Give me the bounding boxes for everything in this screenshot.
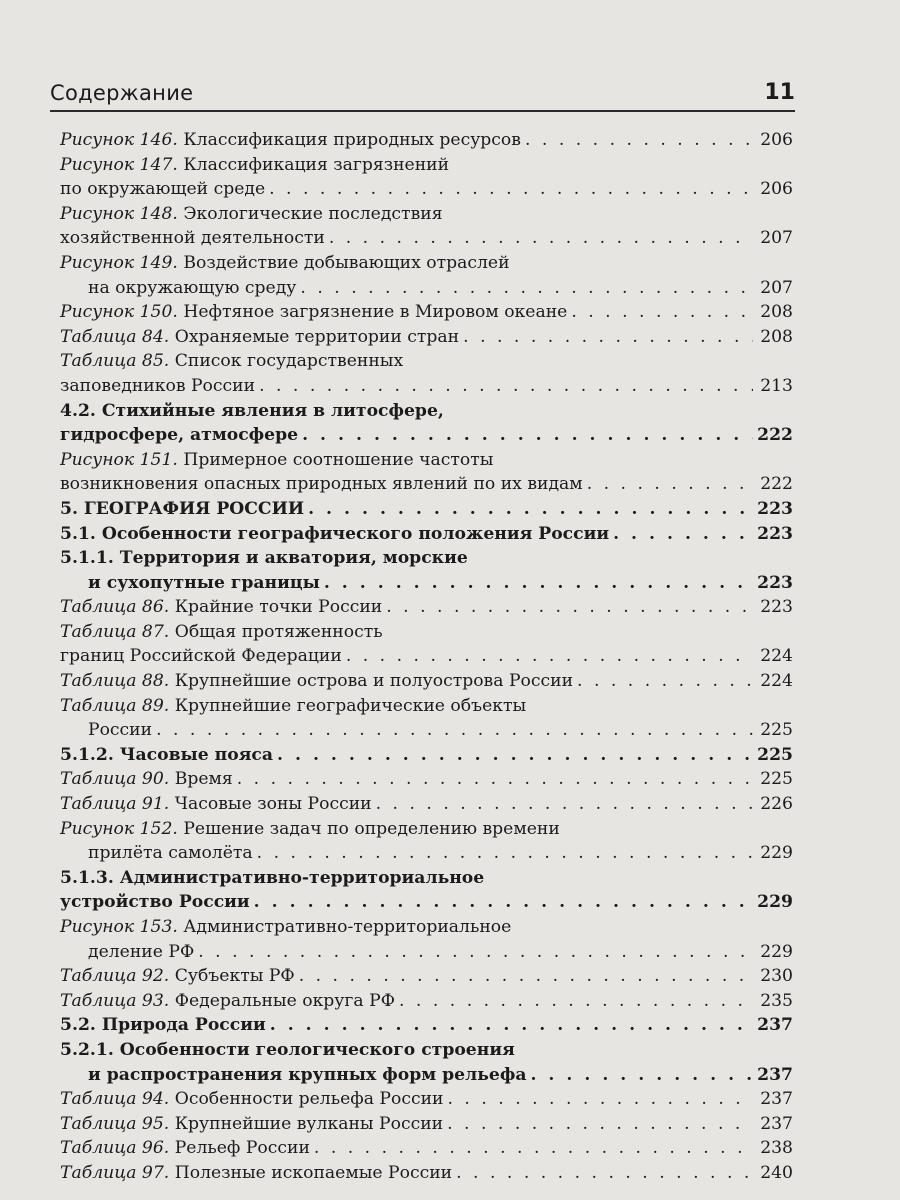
dot-leader xyxy=(395,989,753,1014)
toc-entry xyxy=(60,792,793,817)
dot-leader xyxy=(583,472,753,497)
toc-entry xyxy=(60,841,793,866)
toc-entry xyxy=(60,1087,793,1112)
toc-entry-text xyxy=(60,522,609,547)
dot-leader xyxy=(310,1136,753,1161)
toc-entry xyxy=(60,989,793,1014)
toc-entry-label: Рисунок 148. xyxy=(60,203,178,224)
toc-entry xyxy=(60,694,793,719)
toc-entry-text xyxy=(60,448,493,473)
toc-entry-text xyxy=(60,251,510,276)
toc-entry-title: Список государственных xyxy=(169,351,404,372)
toc-page-number: 207 xyxy=(760,277,793,298)
toc-entry-title: устройство России xyxy=(60,892,250,913)
dot-leader xyxy=(265,177,753,202)
toc-entry-label: Таблица 92. xyxy=(60,966,170,987)
toc-page-number: 235 xyxy=(760,990,793,1011)
toc-entry-text xyxy=(60,349,403,374)
toc-entry-title: Классификация природных ресурсов xyxy=(177,130,521,150)
toc-entry xyxy=(60,374,793,399)
toc-entry-text xyxy=(88,718,152,743)
toc-page-number: 226 xyxy=(760,794,793,815)
toc-entry-text xyxy=(60,694,526,719)
toc-entry xyxy=(60,1063,793,1088)
toc-entry-title: границ Российской Федерации xyxy=(60,646,342,667)
toc-entry-title: Примерное соотношение частоты xyxy=(177,449,494,470)
dot-leader xyxy=(152,718,753,743)
toc-entry-title: 5. ГЕОГРАФИЯ РОССИИ xyxy=(60,498,305,519)
toc-entry-text xyxy=(60,792,372,817)
toc-page-number: 206 xyxy=(760,179,793,200)
toc-entry-title: 5.1.1. Территория и акватория, морские xyxy=(60,548,468,569)
toc-entry-text xyxy=(88,841,253,866)
toc-entry-text xyxy=(60,325,459,350)
toc-entry xyxy=(60,522,793,547)
dot-leader xyxy=(452,1161,753,1186)
toc-entry-title: Крупнейшие вулканы России xyxy=(169,1113,444,1134)
toc-page-number: 206 xyxy=(760,130,793,150)
toc-entry-label: Таблица 89. xyxy=(60,695,170,716)
toc-entry xyxy=(60,276,793,301)
toc-entry-text xyxy=(60,497,304,522)
toc-entry-title: гидросфере, атмосфере xyxy=(60,425,299,446)
toc-entry-title: России xyxy=(88,720,153,741)
toc-entry-title: Рельеф России xyxy=(169,1138,310,1159)
table-of-contents xyxy=(60,128,793,1186)
toc-entry-text xyxy=(60,915,511,940)
running-title: Содержание xyxy=(50,81,194,105)
toc-entry-title: возникновения опасных природных явлений по их видам xyxy=(60,474,583,495)
toc-entry xyxy=(60,251,793,276)
toc-entry-text xyxy=(60,374,255,399)
toc-entry-title: Экологические последствия xyxy=(177,203,443,224)
dot-leader xyxy=(298,423,753,448)
dot-leader xyxy=(194,940,753,965)
toc-entry-title: хозяйственной деятельности xyxy=(60,228,325,249)
toc-page-number: 222 xyxy=(760,474,793,495)
toc-entry-text xyxy=(88,1063,526,1088)
toc-entry-title: Воздействие добывающих отраслей xyxy=(177,252,510,273)
page-number: 11 xyxy=(764,80,795,105)
toc-entry-label: Таблица 90. xyxy=(60,769,170,790)
toc-entry-title: деление РФ xyxy=(88,941,195,962)
toc-page-number: 225 xyxy=(760,769,793,790)
toc-entry-text xyxy=(88,276,296,301)
toc-page-number: 238 xyxy=(760,1138,793,1159)
toc-page-number: 208 xyxy=(760,302,793,323)
toc-entry-text xyxy=(60,177,265,202)
toc-entry xyxy=(60,546,793,571)
toc-entry xyxy=(60,718,793,743)
toc-entry-text xyxy=(60,1087,444,1112)
toc-entry xyxy=(60,497,793,522)
toc-entry-label: Рисунок 151. xyxy=(60,449,178,470)
toc-entry xyxy=(60,1038,793,1063)
toc-entry-title: 5.2.1. Особенности геологического строения xyxy=(60,1039,515,1060)
toc-entry-title: Крайние точки России xyxy=(169,597,383,618)
toc-entry-text xyxy=(60,226,325,251)
toc-entry-text xyxy=(88,940,194,965)
toc-page-number: 240 xyxy=(760,1162,793,1183)
toc-entry xyxy=(60,1112,793,1137)
toc-entry-title: Часовые зоны России xyxy=(169,794,372,815)
toc-page-number: 229 xyxy=(757,892,793,913)
toc-entry xyxy=(60,177,793,202)
toc-entry-title: Время xyxy=(169,769,233,790)
toc-entry-title: Субъекты РФ xyxy=(169,966,295,987)
toc-page-number: 229 xyxy=(760,843,793,864)
toc-entry-text xyxy=(60,423,298,448)
toc-entry-label: Таблица 96. xyxy=(60,1138,170,1159)
toc-entry xyxy=(60,644,793,669)
dot-leader xyxy=(320,571,753,596)
toc-entry-text xyxy=(60,1112,443,1137)
toc-entry-title: Федеральные округа РФ xyxy=(169,990,395,1011)
toc-entry-label: Таблица 88. xyxy=(60,671,170,692)
toc-entry xyxy=(60,399,793,424)
toc-entry-label: Таблица 87. xyxy=(60,621,170,642)
dot-leader xyxy=(255,374,753,399)
toc-entry-label: Таблица 91. xyxy=(60,794,170,815)
toc-entry-label: Рисунок 146. xyxy=(60,130,178,150)
toc-entry-text xyxy=(60,1136,310,1161)
toc-page-number: 213 xyxy=(760,375,793,396)
toc-entry-text xyxy=(60,300,567,325)
toc-page-number: 237 xyxy=(757,1015,793,1036)
toc-entry xyxy=(60,890,793,915)
toc-page-number: 222 xyxy=(757,425,793,446)
dot-leader xyxy=(372,792,753,817)
toc-entry xyxy=(60,349,793,374)
toc-entry-label: Рисунок 153. xyxy=(60,917,178,937)
running-header xyxy=(50,74,795,112)
toc-entry xyxy=(60,964,793,989)
toc-entry-title: Административно-территориальное xyxy=(177,917,512,937)
toc-entry-text xyxy=(60,1038,515,1063)
toc-entry xyxy=(60,1161,793,1186)
toc-entry xyxy=(60,743,793,768)
toc-entry-title: Классификация загрязнений xyxy=(177,154,450,175)
toc-page-number: 237 xyxy=(760,1089,793,1110)
toc-entry xyxy=(60,866,793,891)
toc-entry xyxy=(60,669,793,694)
toc-entry-title: Крупнейшие острова и полуострова России xyxy=(169,671,574,692)
toc-entry xyxy=(60,767,793,792)
toc-entry-label: Таблица 97. xyxy=(60,1162,170,1183)
toc-entry xyxy=(60,915,793,940)
toc-page-number: 237 xyxy=(760,1113,793,1134)
dot-leader xyxy=(250,890,753,915)
toc-entry xyxy=(60,423,793,448)
toc-entry-label: Таблица 94. xyxy=(60,1089,170,1110)
toc-entry-title: Решение задач по определению времени xyxy=(177,818,560,839)
toc-entry-title: 4.2. Стихийные явления в литосфере, xyxy=(60,400,444,421)
toc-entry-text xyxy=(60,153,449,178)
toc-entry xyxy=(60,571,793,596)
toc-entry-label: Рисунок 147. xyxy=(60,154,178,175)
dot-leader xyxy=(266,1013,753,1038)
toc-entry-text xyxy=(60,767,233,792)
toc-entry-text xyxy=(60,620,383,645)
toc-page-number: 207 xyxy=(760,228,793,249)
toc-entry xyxy=(60,325,793,350)
toc-page-number: 229 xyxy=(760,941,793,962)
toc-entry-text xyxy=(60,399,444,424)
toc-entry-title: 5.2. Природа России xyxy=(60,1015,266,1036)
toc-entry xyxy=(60,448,793,473)
toc-entry-text xyxy=(60,202,443,227)
toc-page-number: 224 xyxy=(760,646,793,667)
dot-leader xyxy=(273,743,753,768)
toc-entry-title: Общая протяженность xyxy=(169,621,383,642)
toc-entry-text xyxy=(60,1013,266,1038)
toc-entry-text xyxy=(60,989,395,1014)
toc-entry-title: Охраняемые территории стран xyxy=(169,326,460,347)
toc-entry xyxy=(60,153,793,178)
toc-entry-label: Таблица 85. xyxy=(60,351,170,372)
dot-leader xyxy=(304,497,753,522)
toc-entry xyxy=(60,595,793,620)
dot-leader xyxy=(382,595,753,620)
toc-page-number: 225 xyxy=(757,744,793,765)
dot-leader xyxy=(521,128,753,153)
dot-leader xyxy=(526,1063,753,1088)
dot-leader xyxy=(325,226,753,251)
toc-entry-title: Полезные ископаемые России xyxy=(169,1162,453,1183)
dot-leader xyxy=(295,964,753,989)
dot-leader xyxy=(443,1112,753,1137)
toc-entry xyxy=(60,620,793,645)
toc-entry-text xyxy=(60,595,382,620)
toc-entry-text xyxy=(60,817,560,842)
dot-leader xyxy=(609,522,753,547)
toc-entry-title: 5.1.3. Административно-территориальное xyxy=(60,867,485,888)
toc-entry-label: Рисунок 150. xyxy=(60,302,178,323)
toc-entry xyxy=(60,1136,793,1161)
toc-entry-text xyxy=(60,1161,452,1186)
toc-entry-label: Таблица 93. xyxy=(60,990,170,1011)
toc-entry-title: Нефтяное загрязнение в Мировом океане xyxy=(177,302,568,323)
toc-page-number: 223 xyxy=(760,597,793,618)
toc-entry-title: заповедников России xyxy=(60,375,256,396)
toc-entry xyxy=(60,472,793,497)
toc-entry xyxy=(60,226,793,251)
toc-page-number: 225 xyxy=(760,720,793,741)
dot-leader xyxy=(233,767,753,792)
toc-entry-text xyxy=(60,546,468,571)
toc-entry-text xyxy=(60,866,484,891)
toc-entry-title: 5.1. Особенности географического положения России xyxy=(60,523,610,544)
dot-leader xyxy=(444,1087,754,1112)
toc-entry-label: Рисунок 149. xyxy=(60,252,178,273)
toc-entry-text xyxy=(60,644,342,669)
toc-entry xyxy=(60,1013,793,1038)
toc-entry-title: Крупнейшие географические объекты xyxy=(169,695,527,716)
toc-entry-text xyxy=(60,743,273,768)
dot-leader xyxy=(573,669,753,694)
toc-entry-text xyxy=(60,669,573,694)
toc-page-number: 224 xyxy=(760,671,793,692)
toc-entry-text xyxy=(60,472,583,497)
dot-leader xyxy=(296,276,753,301)
toc-entry-title: и сухопутные границы xyxy=(88,572,320,593)
toc-entry xyxy=(60,300,793,325)
toc-entry-title: прилёта самолёта xyxy=(88,843,253,864)
toc-entry-label: Таблица 84. xyxy=(60,326,170,347)
dot-leader xyxy=(567,300,753,325)
toc-entry-title: 5.1.2. Часовые пояса xyxy=(60,744,274,765)
toc-page-number: 223 xyxy=(757,523,793,544)
toc-entry-title: на окружающую среду xyxy=(88,277,297,298)
toc-entry xyxy=(60,202,793,227)
toc-page-number: 237 xyxy=(757,1064,793,1085)
toc-entry xyxy=(60,128,793,153)
toc-entry-label: Рисунок 152. xyxy=(60,818,178,839)
toc-entry-text xyxy=(60,128,521,153)
dot-leader xyxy=(459,325,753,350)
toc-entry-title: Особенности рельефа России xyxy=(169,1089,444,1110)
dot-leader xyxy=(253,841,753,866)
toc-entry-title: по окружающей среде xyxy=(60,179,266,200)
toc-entry-text xyxy=(60,964,295,989)
toc-entry xyxy=(60,817,793,842)
toc-entry-title: и распространения крупных форм рельефа xyxy=(88,1064,527,1085)
toc-entry xyxy=(60,940,793,965)
toc-page-number: 230 xyxy=(760,966,793,987)
toc-page-number: 223 xyxy=(757,572,793,593)
toc-entry-text xyxy=(88,571,320,596)
dot-leader xyxy=(342,644,753,669)
toc-entry-label: Таблица 86. xyxy=(60,597,170,618)
toc-page-number: 223 xyxy=(757,498,793,519)
toc-page-number: 208 xyxy=(760,326,793,347)
toc-entry-label: Таблица 95. xyxy=(60,1113,170,1134)
toc-entry-text xyxy=(60,890,250,915)
